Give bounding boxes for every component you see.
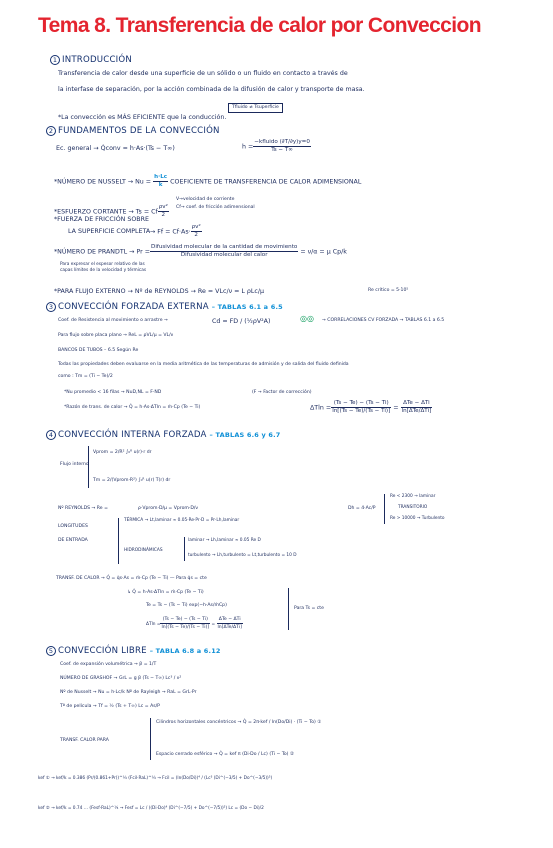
shear-num: ρv²: [158, 204, 168, 210]
v-note: V→velocidad de corriente: [176, 197, 235, 202]
friction-label-2: LA SUPERFICIE COMPLETA: [68, 228, 151, 235]
grashof: NÚMERO DE GRASHOF → GrL = g β (Ts − T∞) Lc³ / ν²: [60, 676, 182, 681]
section-5-number: 5: [46, 646, 56, 656]
heat-rate: *Razón de trans. de calor → Q̇ = h·As·ΔTln = ṁ·Cp (Te − Ti): [64, 405, 201, 410]
section-3-title: CONVECCIÓN FORZADA EXTERNA: [58, 302, 209, 312]
section-3-tables: – TABLAS 6.1 a 6.5: [211, 303, 283, 311]
section-5-heading: [46, 646, 221, 656]
correlations: → CORRELACIONES CV FORZADA → TABLAS 6.1 a 6.5: [322, 318, 445, 323]
transf-dtln-den2: ln[ΔTe/ΔTi]: [217, 625, 242, 630]
transf-line-4: ΔTln = $\frac{(Ts - Te) - (Ts - Ti)}{\ln[(Ts - Te)/(Ts - Ti)]}$ = $\frac{\text{ΔTe − ΔTi}}{\text{ln[ΔTe/ΔTi]}}$: [146, 617, 242, 630]
friction-eq-text: → Ff = Cf·As·: [150, 228, 191, 236]
tube-banks: BANCOS DE TUBOS – 6.5 Según Re: [58, 348, 139, 353]
plate-flow: Para flujo sobre placa plano → ReL = ρVL/μ = VL/ν: [58, 333, 174, 338]
coef-label: Coef. de Resistencia al movimiento o arrastre →: [58, 318, 168, 323]
transf-bracket: [288, 588, 289, 630]
section-5-tables: – TABLA 6.8 a 6.12: [149, 647, 221, 655]
section-1-number: 1: [50, 55, 60, 65]
hidro-label: HIDRODINÁMICAS: [124, 548, 163, 553]
s1-box: Tfluido ≠ Tsuperficie: [228, 103, 283, 113]
longitudes-bracket: [118, 518, 119, 564]
transf-calor-para: TRANSF. CALOR PARA: [60, 738, 109, 743]
transf-line-3: Te = Ts − (Ts − Ti) exp(−h·As/ṁCp): [146, 603, 227, 608]
reynolds-eq: VLc/ν = L ρLc/μ: [215, 288, 264, 295]
transf-dtln-num: (Ts − Te) − (Ts − Ti): [160, 616, 210, 624]
friction-den: 2: [194, 232, 198, 238]
transf-dtln-num2: ΔTe − ΔTi: [217, 616, 243, 624]
section-1-title: INTRODUCCIÓN: [62, 55, 132, 65]
nusselt-den: k: [158, 182, 163, 188]
nusselt-rayleigh: Nº de Nusselt → Nu = h·Lc/k Nº de Rayleigh → RaL = GrL·Pr: [60, 690, 197, 695]
flow-icon: ◎◎: [300, 314, 314, 323]
cf-note: Cf→ coef. de fricción adimensional: [176, 205, 255, 210]
re-bracket: [384, 494, 385, 524]
re-interno-eq: ρ·Vprom·D/μ = Vprom·D/ν: [138, 506, 198, 511]
prandtl-num: Difusividad molecular de la cantidad de movimiento: [151, 244, 298, 250]
hidro-laminar: laminar → Lh,laminar ≈ 0.05 Re D: [188, 538, 261, 543]
page-title: Tema 8. Transferencia de calor por Conveccion: [38, 14, 481, 37]
kef-2: kef ② → kef/k = 0.74 … (Fesf·RaL)^¼ → Fesf = Lc / ((Di·Do)⁴ (Di^(−7/5) + Do^(−7/5))⁵) Lc = (Do − Di)/2: [38, 806, 264, 811]
props-line-1: Todas las propiedades deben evaluarse en la media aritmética de las temperaturas de admisión y de salida del fluido definida: [58, 362, 349, 367]
nusselt-line: [54, 174, 361, 189]
hidro-bracket: [184, 537, 185, 561]
termica-line: TÉRMICA → Lt,laminar ≈ 0.05·Re·Pr·D = Pr·Lh,laminar: [124, 518, 240, 523]
re-transitorio: TRANSITORIO: [398, 505, 428, 510]
nusselt-label: *NÚMERO DE NUSSELT → Nu =: [54, 178, 152, 186]
film-temperature: Tª de película → Tf = ½ (Ts + T∞) Lc = As/P: [60, 704, 160, 709]
section-4-tables: – TABLAS 6.6 y 6.7: [209, 431, 281, 439]
para-ts-cte: Para Ts = cte: [294, 606, 324, 611]
dtln-3-label: ΔTln =: [310, 404, 332, 412]
nusselt-num: h·Lc: [154, 174, 168, 180]
s5-bracket: [150, 718, 151, 760]
entrada-label: DE ENTRADA: [58, 538, 88, 543]
kef-1: kef ① → kef/k = 0.386 (Pr/(0.861+Pr))^¼ (Fcil·RaL)^¼ → Fcil = (ln(Do/Di))⁴ / (Lc³ (Di^(−3/5) + Do^(−3/5))⁵): [38, 776, 273, 781]
dtln-3: ΔTln = $\frac{(Ts - Te) - (Ts - Ti)}{\ln[(Ts - Te)/(Ts - Ti)]}$ = $\frac{\text{ΔTe − ΔTi}}{\text{ln[ΔTe/ΔTi]}}$: [310, 400, 432, 414]
longitudes-label: LONGITUDES: [58, 524, 88, 529]
s1-text-line-1: Transferencia de calor desde una superficie de un sólido o un fluido en contacto a través de: [58, 70, 348, 77]
re-interno-label: Nº REYNOLDS → Re =: [58, 506, 108, 511]
transf-dtln-den: ln[(Ts − Te)/(Ts − Ti)]: [161, 625, 210, 630]
nu-average: *Nu promedio < 16 filas → NuD,NL = F·ND: [64, 390, 162, 395]
section-5-title: CONVECCIÓN LIBRE: [58, 646, 147, 656]
friction-num: ρv²: [191, 224, 201, 230]
h-numerator: −kfluido (∂T/∂y)y=0: [254, 139, 310, 145]
re-laminar: Re < 2300 → laminar: [390, 494, 436, 499]
transf-line-1: TRANSF. DE CALOR → Q̇ = q̇s·As = ṁ·Cp (Te − Ti) — Para q̇s = cte: [56, 576, 207, 581]
prandtl-note-1: Para expresar el espesor relativo de las: [60, 262, 145, 267]
flujo-interno: Flujo interno: [60, 462, 89, 467]
section-4-number: 4: [46, 430, 56, 440]
hidro-turbulento: turbulento → Lh,turbulento = Lt,turbulento = 10 D: [188, 553, 297, 558]
nusselt-desc: COEFICIENTE DE TRANSFERENCIA DE CALOR ADIMENSIONAL: [170, 178, 362, 186]
section-4-heading: [46, 430, 280, 440]
cylinders: Cilindros horizontales concéntricos → Q̇ = 2π·kef / ln(Do/Di) · (Ti − To) ①: [156, 720, 322, 725]
shear-den: 2: [161, 212, 166, 218]
dtln-3-den2: ln[ΔTe/ΔTi]: [401, 408, 432, 414]
section-3-heading: [46, 302, 283, 312]
section-2-heading: [46, 126, 220, 136]
flujo-bracket: [88, 446, 89, 488]
dtln-3-num: (Ts − Te) − (Ts − Ti): [331, 400, 391, 408]
section-2-number: 2: [46, 126, 56, 136]
prandtl-den: Difusividad molecular del calor: [180, 252, 268, 258]
friction-eq: [150, 224, 202, 239]
transf-line-2: ↳ Q̇ = h·As·ΔTln = ṁ·Cp (Te − Ti): [127, 590, 204, 595]
section-1-heading: [50, 55, 132, 65]
shear-label: *ESFUERZO CORTANTE → Ts = Cf: [54, 208, 158, 216]
section-4-title: CONVECCIÓN INTERNA FORZADA: [58, 430, 207, 440]
transf-dtln-label: ΔTln =: [146, 622, 161, 627]
re-turbulento: Re > 10000 → Turbulento: [390, 516, 445, 521]
vprom-eq: Vprom = 2/R² ∫₀ᴿ u(r)·r dr: [93, 450, 152, 455]
tm-eq: Tm = 2/(Vprom·R²) ∫₀ᴿ u(r) T(r) dr: [93, 478, 171, 483]
section-3-number: 3: [46, 302, 56, 312]
reynolds-label: *PARA FLUJO EXTERNO → Nº de REYNOLDS → Re =: [54, 288, 214, 295]
section-2-title: FUNDAMENTOS DE LA CONVECCIÓN: [58, 126, 220, 136]
sphere: Espacio cerrado esférico → Q̇ = kef π (Di·Do / Lc) (Ti − To) ②: [156, 752, 295, 757]
coef-eq: Cd = FD / (½ρV²A): [212, 318, 271, 325]
reynolds-line: [54, 288, 264, 296]
re-critical: Re crítico = 5·10⁵: [368, 288, 409, 293]
nu-average-note: (F → Factor de corrección): [252, 390, 312, 395]
prandtl-label: *NÚMERO DE PRANDTL → Pr =: [54, 248, 151, 256]
s1-text-line-2: la interfase de separación, por la acción combinada de la difusión de calor y transporte de masa.: [58, 86, 365, 93]
hydraulic-diameter: Dh = 4·Ac/P: [348, 506, 376, 511]
prandtl-note-2: capas límites de la velocidad y térmicas: [60, 268, 147, 273]
props-line-2: como : Tm = (Ti − Te)/2: [58, 374, 113, 379]
friction-label: *FUERZA DE FRICCIÓN SOBRE: [54, 216, 149, 223]
prandtl-line: [54, 244, 347, 259]
dtln-3-num2: ΔTe − ΔTi: [401, 400, 433, 408]
h-denominator: Ts − T∞: [271, 147, 293, 153]
ec-general: Ec. general → Q̇conv = h·As·(Ts − T∞): [56, 145, 175, 152]
dtln-3-den: ln[(Ts − Te)/(Ts − Ti)]: [332, 408, 391, 414]
prandtl-eq: = ν/α = μ Cp/k: [300, 248, 347, 256]
coef-expansion: Coef. de expansión volumétrica → β = 1/T: [60, 662, 157, 667]
s1-note: *La convección es MÁS EFICIENTE que la conducción.: [58, 114, 227, 121]
h-definition: h = $\frac{\text{−kfluido (∂T/∂y)y=0}}{Ts - T\infty}$: [242, 139, 310, 153]
